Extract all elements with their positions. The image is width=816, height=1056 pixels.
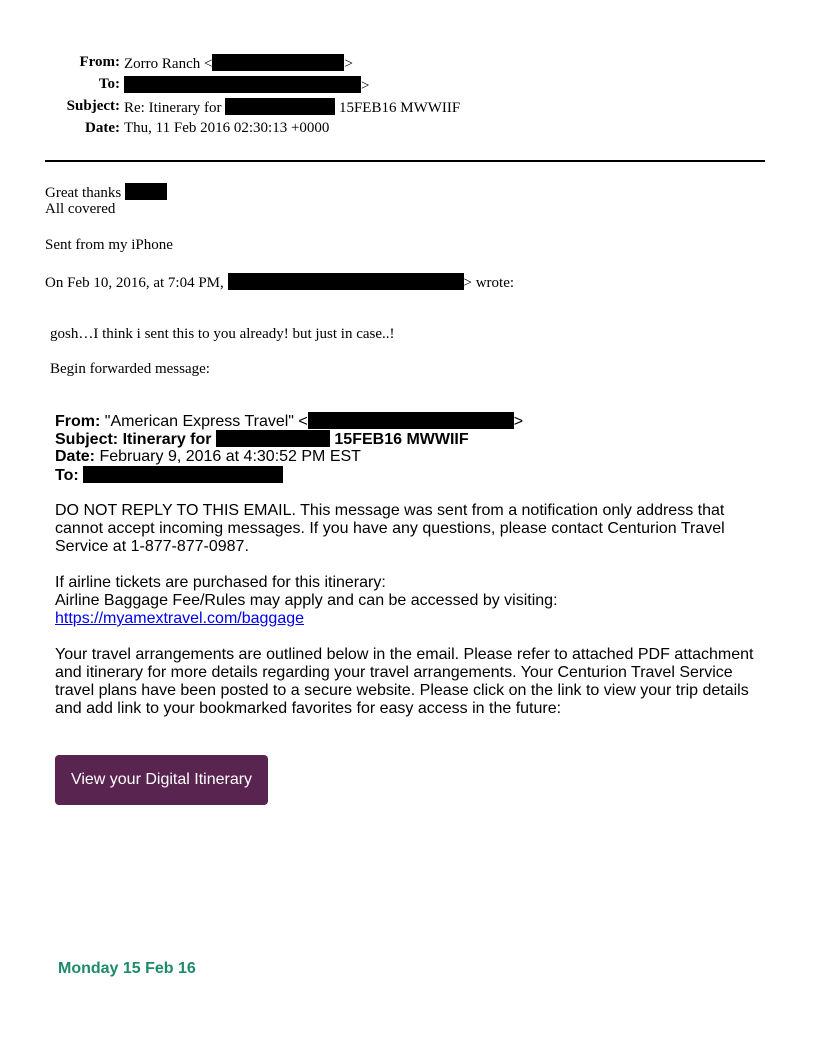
redacted-sender xyxy=(228,273,464,290)
fwd-date-value: February 9, 2016 at 4:30:52 PM EST xyxy=(99,448,361,465)
forward-note-line-1: gosh…I think i sent this to you already! but just in case..! xyxy=(50,326,395,342)
subject-label: Subject: xyxy=(66,98,120,114)
redacted-to-email xyxy=(124,76,361,93)
reply-thanks-text: Great thanks xyxy=(45,185,122,201)
to-label: To: xyxy=(98,76,120,92)
fwd-subject-line xyxy=(55,430,469,449)
fwd-to-label: To: xyxy=(55,467,79,484)
fwd-to-line xyxy=(55,466,283,485)
redacted-fwd-subject-name xyxy=(216,430,330,447)
view-digital-itinerary-button[interactable] xyxy=(55,755,268,805)
airline-line-1: If airline tickets are purchased for this itinerary: xyxy=(55,574,386,591)
redacted-from-email xyxy=(212,54,344,71)
reply-line-2: All covered xyxy=(45,201,116,217)
subject-value xyxy=(124,98,460,117)
quote-prefix: On Feb 10, 2016, at 7:04 PM, xyxy=(45,275,224,291)
redacted-recipient-name xyxy=(125,183,167,200)
subject-suffix: 15FEB16 MWWIIF xyxy=(338,100,461,116)
redacted-fwd-from-email xyxy=(308,412,514,429)
date-label: Date: xyxy=(85,120,120,136)
fwd-date-label: Date: xyxy=(55,448,96,465)
forward-note-line-2: Begin forwarded message: xyxy=(50,361,210,377)
fwd-subject-prefix: Itinerary for xyxy=(122,431,212,448)
fwd-subject-suffix: 15FEB16 MWWIIF xyxy=(334,431,469,448)
fwd-subject-label: Subject: xyxy=(55,431,119,448)
from-name: Zorro Ranch < xyxy=(124,56,213,72)
subject-prefix: Re: Itinerary for xyxy=(124,100,222,116)
reply-signature: Sent from my iPhone xyxy=(45,237,173,253)
view-digital-itinerary-label: View your Digital Itinerary xyxy=(70,771,253,788)
redacted-subject-name xyxy=(225,98,335,115)
day-heading: Monday 15 Feb 16 xyxy=(58,960,196,977)
fwd-from-line xyxy=(55,412,523,431)
airline-paragraph xyxy=(55,574,775,628)
date-value: Thu, 11 Feb 2016 02:30:13 +0000 xyxy=(124,120,330,136)
to-close: > xyxy=(361,78,370,94)
to-value xyxy=(124,76,369,95)
fwd-from-value: "American Express Travel" < xyxy=(104,413,308,430)
quote-attribution xyxy=(45,273,514,292)
fwd-date-line xyxy=(55,448,361,466)
redacted-fwd-to-email xyxy=(83,466,283,483)
reply-line-1 xyxy=(45,183,167,202)
notice-paragraph: DO NOT REPLY TO THIS EMAIL. This message was sent from a notification only address that cannot accept incoming messages. If you have any questions, please contact Centurion Travel Service at 1-877-877-0987. xyxy=(55,502,725,555)
arrangements-paragraph: Your travel arrangements are outlined below in the email. Please refer to attached PDF attachment and itinerary for more details regarding your travel arrangements. Your Centurion Travel Service travel plans have been posted to a secure website. Please click on the link to view your trip details and add link to your bookmarked favorites for easy access in the future: xyxy=(55,646,754,717)
from-value xyxy=(124,54,353,73)
from-label: From: xyxy=(79,54,120,70)
quote-suffix: > wrote: xyxy=(463,275,515,291)
airline-line-2: Airline Baggage Fee/Rules may apply and can be accessed by visiting: xyxy=(55,592,558,609)
baggage-link[interactable]: https://myamextravel.com/baggage xyxy=(55,610,305,627)
fwd-from-label: From: xyxy=(55,413,101,430)
fwd-from-close: > xyxy=(513,413,524,430)
header-divider xyxy=(45,160,765,162)
from-close: > xyxy=(344,56,353,72)
